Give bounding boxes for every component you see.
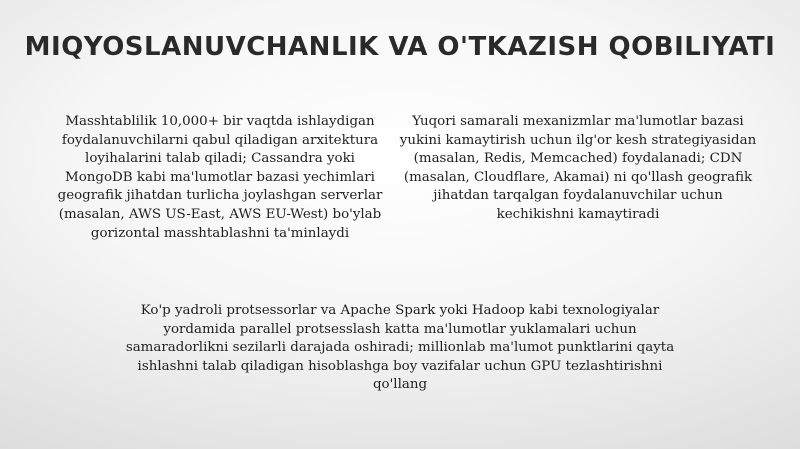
- performance-paragraph: Yuqori samarali mexanizmlar ma'lumotlar bazasi yukini kamaytirish uchun ilg'or kesh strategiyasidan (masalan, Redis, Memcached) foydalanadi; CDN (masalan, Cloudflare, Akamai) ni qo'llash geografik jihatdan tarqalgan foydalanuvchilar uchun kechikishni kamaytiradi: [399, 114, 757, 222]
- slide-title: MIQYOSLANUVCHANLIK VA O'TKAZISH QOBILIYATI: [24, 32, 776, 62]
- parallel-processing-paragraph: Ko'p yadroli protsessorlar va Apache Spark yoki Hadoop kabi texnologiyalar yordamida parallel protsesslash katta ma'lumotlar yuklamalari uchun samaradorlikni sezilarli darajada oshiradi; millionlab ma'lumot punktlarini qayta ishlashni talab qiladigan hisoblashga boy vazifalar uchun GPU tezlashtirishni qo'llang: [125, 303, 675, 393]
- scalability-paragraph: Masshtablilik 10,000+ bir vaqtda ishlaydigan foydalanuvchilarni qabul qiladigan arxitektura loyihalarini talab qiladi; Cassandra yoki MongoDB kabi ma'lumotlar bazasi yechimlari geografik jihatdan turlicha joylashgan serverlar (masalan, AWS US-East, AWS EU-West) bo'ylab gorizontal masshtablashni ta'minlaydi: [57, 114, 383, 241]
